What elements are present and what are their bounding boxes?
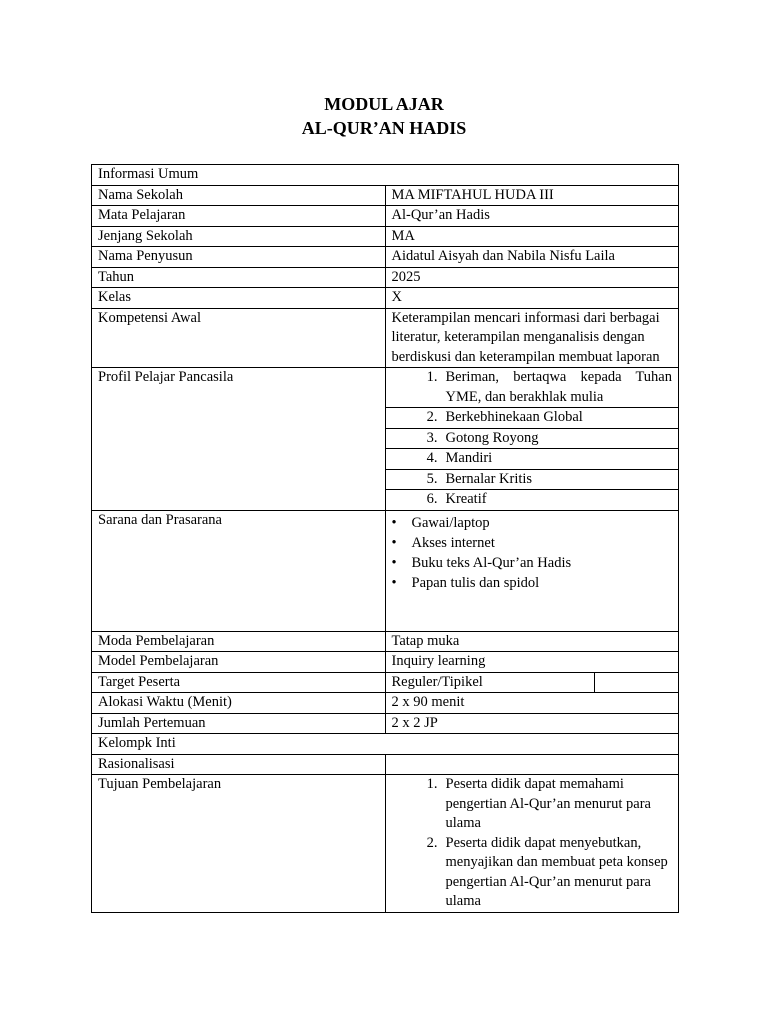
- row-value: MA MIFTAHUL HUDA III: [385, 185, 679, 206]
- alokasi-row: [92, 693, 679, 714]
- row-label: Moda Pembelajaran: [92, 631, 386, 652]
- list-item: [392, 513, 673, 533]
- target-extra: [594, 673, 678, 693]
- table-row: [92, 652, 679, 673]
- sarana-list: [385, 510, 679, 631]
- row-label: Model Pembelajaran: [92, 652, 386, 673]
- row-value: Inquiry learning: [385, 652, 679, 673]
- row-label: Kelas: [92, 288, 386, 309]
- row-label: Nama Sekolah: [92, 185, 386, 206]
- list-item: [392, 834, 673, 912]
- table-row: [92, 226, 679, 247]
- list-item: [392, 775, 673, 834]
- item-text: Gotong Royong: [445, 429, 539, 446]
- row-label: Tahun: [92, 267, 386, 288]
- list-item: [392, 533, 673, 553]
- table-row: [92, 631, 679, 652]
- row-value: MA: [385, 226, 679, 247]
- list-item: [386, 408, 679, 429]
- item-text: Akses internet: [411, 534, 495, 551]
- table-row: [92, 185, 679, 206]
- item-number: 6.: [426, 491, 438, 507]
- list-item: [392, 573, 673, 593]
- list-item: [386, 449, 679, 470]
- table-row: [92, 206, 679, 227]
- bullet-icon: •: [391, 514, 397, 531]
- item-text: Peserta didik dapat menyebutkan, menyajikan dan membuat peta konsep pengertian Al-Qur’an menurut para ulama: [445, 834, 668, 909]
- table-header-row: [92, 165, 679, 186]
- kelompok-row: [92, 734, 679, 755]
- item-number: 2.: [426, 409, 438, 425]
- alokasi-label: Alokasi Waktu (Menit): [92, 693, 386, 714]
- rasionalisasi-value: [385, 754, 679, 775]
- item-text: Papan tulis dan spidol: [411, 574, 540, 591]
- target-label: Target Peserta: [92, 672, 386, 693]
- sarana-row: [92, 510, 679, 631]
- profil-items: [386, 368, 679, 510]
- kompetensi-value: Keterampilan mencari informasi dari berbagai literatur, keterampilan menganalisis dengan berdiskusi dan keterampilan membuat laporan: [385, 308, 679, 368]
- doc-subtitle: AL-QUR’AN HADIS: [301, 118, 467, 138]
- module-info-table: [91, 164, 679, 913]
- item-number: 4.: [426, 450, 438, 466]
- profil-list: [385, 368, 679, 511]
- jumlah-row: [92, 713, 679, 734]
- jumlah-value: 2 x 2 JP: [385, 713, 679, 734]
- list-item: [386, 368, 679, 408]
- item-text: Peserta didik dapat memahami pengertian Al-Qur’an menurut para ulama: [445, 776, 651, 831]
- rasionalisasi-row: [92, 754, 679, 775]
- table-row: [92, 247, 679, 268]
- alokasi-value: 2 x 90 menit: [385, 693, 679, 714]
- bullet-icon: •: [391, 534, 397, 551]
- list-item: [386, 469, 679, 490]
- item-text: Mandiri: [445, 450, 493, 466]
- profil-row: [92, 368, 679, 511]
- item-text: Gawai/laptop: [411, 514, 490, 531]
- item-text: Kreatif: [445, 491, 487, 507]
- item-text: Beriman, bertaqwa kepada Tuhan YME, dan berakhlak mulia: [445, 369, 672, 405]
- doc-title: MODUL AJAR: [324, 94, 444, 114]
- jumlah-label: Jumlah Pertemuan: [92, 713, 386, 734]
- sarana-label: Sarana dan Prasarana: [92, 510, 386, 631]
- profil-label: Profil Pelajar Pancasila: [92, 368, 386, 511]
- item-number: 1.: [426, 369, 438, 385]
- table-row: [92, 267, 679, 288]
- row-label: Jenjang Sekolah: [92, 226, 386, 247]
- item-number: 5.: [426, 470, 438, 487]
- sarana-items: [392, 511, 673, 593]
- row-value: Aidatul Aisyah dan Nabila Nisfu Laila: [385, 247, 679, 268]
- target-cell: [385, 672, 679, 693]
- target-row: [92, 672, 679, 693]
- row-value: Al-Qur’an Hadis: [385, 206, 679, 227]
- item-text: Berkebhinekaan Global: [445, 409, 583, 425]
- item-text: Buku teks Al-Qur’an Hadis: [411, 554, 572, 571]
- table-row: [92, 288, 679, 309]
- list-item: [386, 490, 679, 510]
- kelompok-header: Kelompk Inti: [92, 734, 679, 755]
- row-label: Mata Pelajaran: [92, 206, 386, 227]
- kompetensi-label: Kompetensi Awal: [92, 308, 386, 368]
- tujuan-label: Tujuan Pembelajaran: [92, 775, 386, 913]
- item-number: 3.: [426, 429, 438, 446]
- info-umum-header: Informasi Umum: [92, 165, 679, 186]
- bullet-icon: •: [391, 554, 397, 571]
- row-value: Tatap muka: [385, 631, 679, 652]
- tujuan-row: [92, 775, 679, 913]
- kompetensi-row: [92, 308, 679, 368]
- item-text: Bernalar Kritis: [445, 470, 533, 487]
- row-label: Nama Penyusun: [92, 247, 386, 268]
- target-value: Reguler/Tipikel: [391, 673, 483, 690]
- rasionalisasi-label: Rasionalisasi: [92, 754, 386, 775]
- tujuan-list: [385, 775, 679, 913]
- row-value: X: [385, 288, 679, 309]
- row-value: 2025: [385, 267, 679, 288]
- list-item: [386, 428, 679, 449]
- list-item: [392, 553, 673, 573]
- item-number: 1.: [426, 776, 438, 792]
- item-number: 2.: [426, 834, 438, 851]
- bullet-icon: •: [391, 574, 397, 591]
